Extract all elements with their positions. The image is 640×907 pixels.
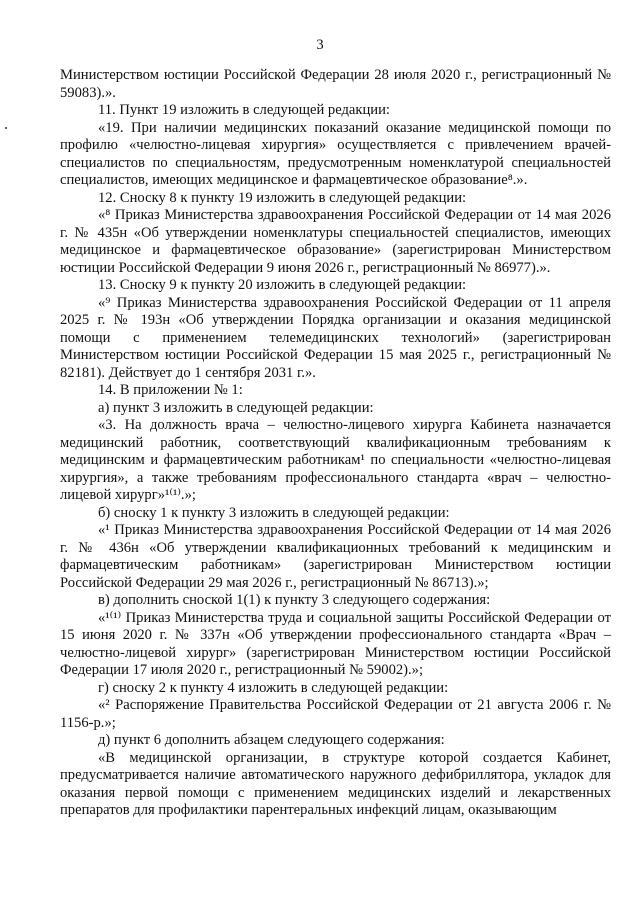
- paragraph: г) сноску 2 к пункту 4 изложить в следующей редакции:: [98, 679, 449, 696]
- paragraph: 14. В приложении № 1:: [98, 382, 243, 398]
- paragraph: «В медицинской организации, в структуре которой создается Кабинет, предусматривается наличие автоматического наружного дефибриллятора, укладок для оказания первой помощи с применением медицинских изделий и лекарственных препаратов для профилактики парентеральных инфекций лицам, оказывающим: [60, 749, 611, 818]
- paragraph: Министерством юстиции Российской Федерации 28 июля 2020 г., регистрационный № 59083).».: [60, 67, 611, 101]
- paragraph: 11. Пункт 19 изложить в следующей редакции:: [98, 102, 390, 118]
- paragraph: в) дополнить сноской 1(1) к пункту 3 следующего содержания:: [98, 592, 491, 608]
- document-body: [60, 67, 611, 820]
- scan-speck: [5, 127, 7, 129]
- paragraph: д) пункт 6 дополнить абзацем следующего содержания:: [98, 732, 445, 748]
- paragraph: б) сноску 1 к пункту 3 изложить в следующей редакции:: [98, 504, 450, 521]
- paragraph: «⁸ Приказ Министерства здравоохранения Российской Федерации от 14 мая 2026 г. № 435н «Об утверждении номенклатуры специальностей специалистов, имеющих медицинское и фармацевтическое образование» (зарегистрирован Министерством юстиции Российской Федерации 9 июня 2026 г., регистрационный № 86977).».: [60, 207, 611, 276]
- paragraph: а) пункт 3 изложить в следующей редакции:: [98, 399, 374, 416]
- paragraph: «⁹ Приказ Министерства здравоохранения Российской Федерации от 11 апреля 2025 г. № 193н «Об утверждении Порядка организации и оказания медицинской помощи с применением телемедицинских технологий» (зарегистрирован Министерством юстиции Российской Федерации 15 мая 2025 г., регистрационный № 82181). Действует до 1 сентября 2031 г.».: [60, 294, 611, 381]
- paragraph: «19. При наличии медицинских показаний оказание медицинской помощи по профилю «челюстно-лицевая хирургия» осуществляется с привлечением врачей-специалистов по специальностям, предусмотренным номенклатурой специальностей специалистов, имеющих медицинское и фармацевтическое образование⁸.».: [60, 119, 611, 188]
- paragraph: «² Распоряжение Правительства Российской Федерации от 21 августа 2006 г. № 1156-р.»;: [60, 697, 611, 731]
- paragraph: 12. Сноску 8 к пункту 19 изложить в следующей редакции:: [98, 189, 467, 206]
- paragraph: «¹⁽¹⁾ Приказ Министерства труда и социальной защиты Российской Федерации от 15 июня 2020 г. № 337н «Об утверждении профессионального стандарта «Врач – челюстно-лицевой хирург» (зарегистрирован Министерством юстиции Российской Федерации 17 июля 2020 г., регистрационный № 59002).»;: [60, 609, 611, 678]
- paragraph: «¹ Приказ Министерства здравоохранения Российской Федерации от 14 мая 2026 г. № 436н «Об утверждении квалификационных требований к медицинским и фармацевтическим работникам» (зарегистрирован Министерством юстиции Российской Федерации 29 мая 2026 г., регистрационный № 86713).»;: [60, 522, 611, 591]
- paragraph: 13. Сноску 9 к пункту 20 изложить в следующей редакции:: [98, 277, 467, 293]
- paragraph: «3. На должность врача – челюстно-лицевого хирурга Кабинета назначается медицинский работник, соответствующий квалификационным требованиям к медицинским и фармацевтическим работникам¹ по специальности «челюстно-лицевая хирургия», а также требованиям профессионального стандарта «врач – челюстно-лицевой хирург»¹⁽¹⁾.»;: [60, 417, 611, 503]
- page-number: 3: [316, 37, 324, 53]
